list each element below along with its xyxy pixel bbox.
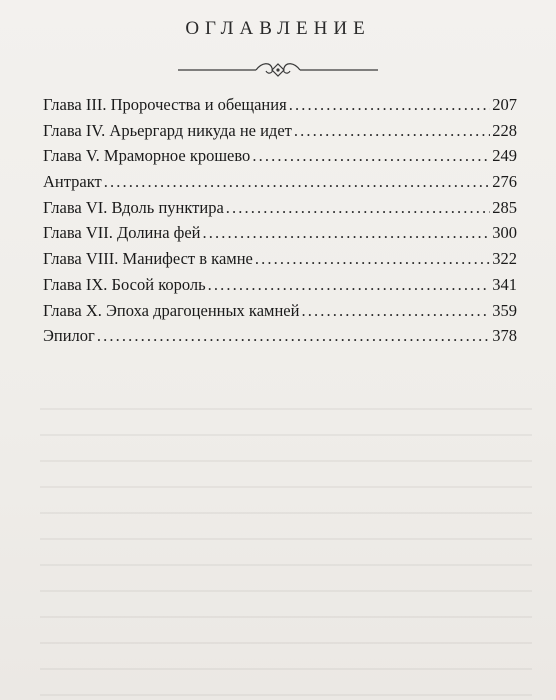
toc-entry	[43, 146, 517, 172]
toc-entry-title: Глава IX. Босой король	[43, 274, 206, 294]
dot-leader	[289, 95, 491, 115]
toc-entry	[43, 326, 517, 352]
toc-entry-title: Эпилог	[43, 326, 95, 346]
toc-entry	[43, 121, 517, 147]
toc-entry	[43, 301, 517, 327]
dot-leader	[208, 275, 491, 295]
table-of-contents	[43, 95, 517, 352]
toc-entry	[43, 275, 517, 301]
dot-leader	[255, 249, 490, 269]
toc-entry-page: 276	[492, 172, 517, 192]
toc-entry-page: 322	[492, 249, 517, 269]
toc-entry-title: Глава III. Пророчества и обещания	[43, 95, 287, 114]
toc-entry-page: 249	[492, 146, 517, 166]
toc-entry-title: Глава VI. Вдоль пунктира	[43, 197, 224, 217]
dot-leader	[203, 223, 491, 243]
toc-entry-title: Глава IV. Арьергард никуда не идет	[43, 120, 292, 140]
bleed-through-text	[40, 390, 532, 700]
dot-leader	[301, 301, 490, 321]
toc-entry-title: Глава VII. Долина фей	[43, 223, 201, 243]
toc-entry-page: 359	[492, 300, 517, 320]
toc-entry-title: Глава X. Эпоха драгоценных камней	[43, 300, 300, 320]
toc-entry-page: 341	[492, 274, 517, 294]
toc-entry-page: 285	[492, 197, 517, 217]
toc-entry	[43, 223, 517, 249]
toc-entry-page: 207	[492, 95, 517, 114]
dot-leader	[104, 172, 491, 192]
toc-entry-title: Глава VIII. Манифест в камне	[43, 249, 253, 269]
toc-entry	[43, 95, 517, 121]
dot-leader	[97, 326, 490, 346]
page-title: ОГЛАВЛЕНИЕ	[185, 18, 371, 39]
toc-entry-page: 228	[492, 120, 517, 140]
dot-leader	[226, 198, 490, 218]
toc-entry-title: Антракт	[43, 172, 102, 192]
dot-leader	[294, 121, 490, 141]
toc-entry-page: 378	[492, 326, 517, 346]
toc-entry-page: 300	[492, 223, 517, 243]
toc-entry	[43, 198, 517, 224]
ornament-divider-icon	[178, 60, 378, 80]
toc-entry	[43, 249, 517, 275]
toc-entry-title: Глава V. Мраморное крошево	[43, 146, 251, 166]
toc-entry	[43, 172, 517, 198]
dot-leader	[252, 146, 490, 166]
